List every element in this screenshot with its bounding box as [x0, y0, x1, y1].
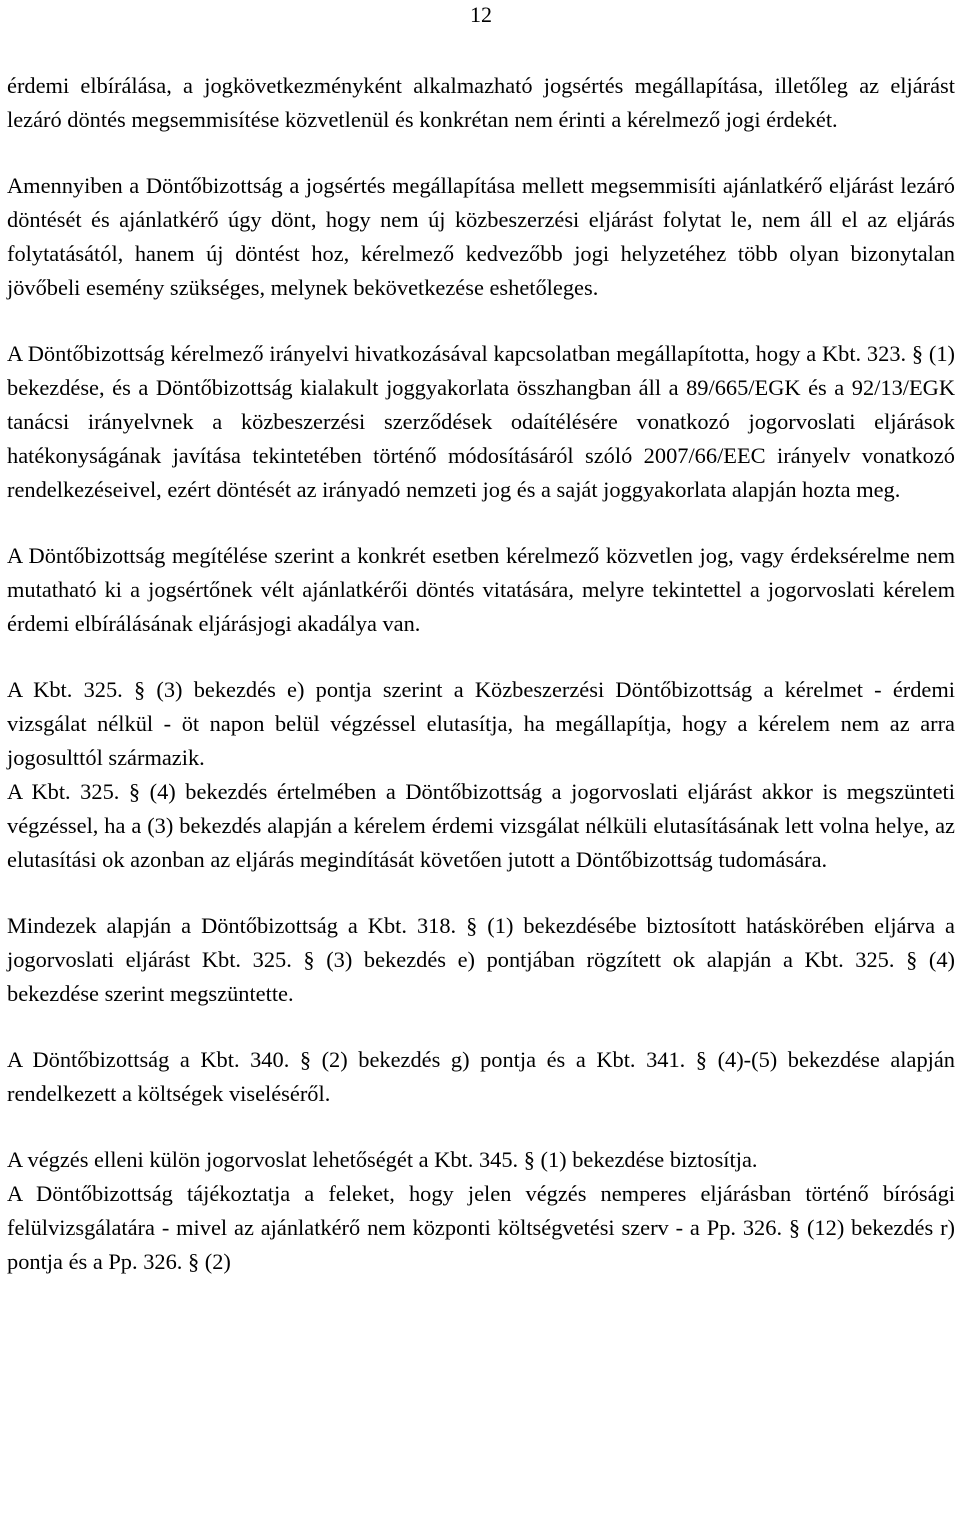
paragraph-termination: Mindezek alapján a Döntőbizottság a Kbt. 318. § (1) bekezdésébe biztosított hatáskörében eljárva a jogorvoslati eljárást Kbt. 325. § (3) bekezdés e) pontjában rögzített ok alapján a Kbt. 325. § (4) bekezdése szerint megszüntette. — [7, 913, 955, 1006]
paragraph-judicial-review: A Döntőbizottság tájékoztatja a feleket, hogy jelen végzés nemperes eljárásban történő bírósági felülvizsgálatára - mivel az ajánlatkérő nem központi költségvetési szerv - a Pp. 326. § (12) bekezdés r) pontja és a Pp. 326. § (2) — [7, 1181, 955, 1274]
paragraph-directive-reference: A Döntőbizottság kérelmező irányelvi hivatkozásával kapcsolatban megállapította, hogy a Kbt. 323. § (1) bekezdése, és a Döntőbizottság kialakult joggyakorlata összhangban áll a 89/665/EGK és a 92/13/EGK tanácsi irányelvnek a közbeszerzési szerződések odaítélésére vonatkozó jogorvoslati eljárások hatékonyságának javítása tekintetében történő módosításáról szóló 2007/66/EEC irányelv vonatkozó rendelkezéseivel, ezért döntését az irányadó nemzeti jog és a saját joggyakorlata alapján hozta meg. — [7, 341, 955, 502]
paragraph-kbt-325-4: A Kbt. 325. § (4) bekezdés értelmében a Döntőbizottság a jogorvoslati eljárást akkor is megszünteti végzéssel, ha a (3) bekezdés alapján a kérelem érdemi vizsgálat nélküli elutasításának lett volna helye, az elutasítási ok azonban az eljárás megindítását követően jutott a Döntőbizottság tudomására. — [7, 779, 955, 872]
paragraph-annulment-scenario: Amennyiben a Döntőbizottság a jogsértés megállapítása mellett megsemmisíti ajánlatkérő eljárást lezáró döntését és ajánlatkérő úgy dönt, hogy nem új közbeszerzési eljárást folytat le, nem áll el az eljárás folytatásától, hanem új döntést hoz, kérelmező kedvezőbb jogi helyzetéhez több olyan bizonytalan jövőbeli esemény szükséges, melynek bekövetkezése eshetőleges. — [7, 173, 955, 300]
paragraph-kbt-325-3: A Kbt. 325. § (3) bekezdés e) pontja szerint a Közbeszerzési Döntőbizottság a kérelmet - érdemi vizsgálat nélkül - öt napon belül végzéssel elutasítja, ha megállapítja, hogy a kérelem nem az arra jogosulttól származik. — [7, 677, 955, 770]
paragraph-costs: A Döntőbizottság a Kbt. 340. § (2) bekezdés g) pontja és a Kbt. 341. § (4)-(5) bekezdése alapján rendelkezett a költségek viseléséről. — [7, 1047, 955, 1106]
paragraph-board-assessment: A Döntőbizottság megítélése szerint a konkrét esetben kérelmező közvetlen jog, vagy érdeksérelme nem mutatható ki a jogsértőnek vélt ajánlatkérői döntés vitatására, melyre tekintettel a jogorvoslati kérelem érdemi elbírálásának eljárásjogi akadálya van. — [7, 543, 955, 636]
paragraph-continued-text: érdemi elbírálása, a jogkövetkezményként alkalmazható jogsértés megállapítása, illetőleg az eljárást lezáró döntés megsemmisítése közvetlenül és konkrétan nem érinti a kérelmező jogi érdekét. — [7, 73, 955, 132]
document-body — [7, 69, 955, 1279]
paragraph-appeal: A végzés elleni külön jogorvoslat lehetőségét a Kbt. 345. § (1) bekezdése biztosítja. — [7, 1147, 758, 1172]
page-number: 12 — [470, 2, 492, 27]
